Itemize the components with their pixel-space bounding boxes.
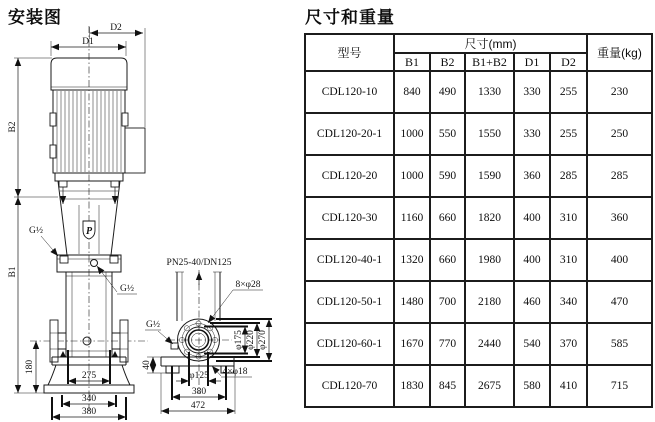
value-cell: 490: [430, 71, 465, 113]
value-cell: 1820: [465, 197, 514, 239]
table-row: [305, 323, 652, 365]
weight-cell: 230: [587, 71, 652, 113]
col-header-d1: D1: [514, 53, 550, 71]
table-row: [305, 71, 652, 113]
table-row: [305, 155, 652, 197]
value-cell: 1480: [394, 281, 430, 323]
model-cell: CDL120-50-1: [305, 281, 394, 323]
port-label-g12-side: G½: [146, 320, 160, 330]
model-cell: CDL120-20: [305, 155, 394, 197]
value-cell: 2180: [465, 281, 514, 323]
dimensions-table: [304, 33, 653, 408]
base-holes-label: 4×φ18: [222, 367, 248, 377]
port-label-g12-left: G½: [29, 226, 43, 236]
model-cell: CDL120-20-1: [305, 113, 394, 155]
table-row: [305, 197, 652, 239]
value-cell: 2440: [465, 323, 514, 365]
model-cell: CDL120-60-1: [305, 323, 394, 365]
weight-cell: 585: [587, 323, 652, 365]
dim-label-b1: B1: [8, 266, 18, 278]
installation-diagram: [0, 22, 300, 422]
dim-label-d2: D2: [110, 23, 122, 33]
value-cell: 285: [550, 155, 587, 197]
table-row: [305, 239, 652, 281]
value-cell: 845: [430, 365, 465, 407]
value-cell: 540: [514, 323, 550, 365]
weight-cell: 715: [587, 365, 652, 407]
value-cell: 1980: [465, 239, 514, 281]
dim-label-phi220: φ220: [246, 330, 256, 350]
flange-spec-label: PN25-40/DN125: [166, 258, 232, 268]
dim-label-phi270: φ270: [258, 330, 268, 350]
value-cell: 1670: [394, 323, 430, 365]
value-cell: 1000: [394, 155, 430, 197]
value-cell: 660: [430, 239, 465, 281]
col-header-b1b2: B1+B2: [465, 53, 514, 71]
dim-label-380-side: 380: [191, 387, 207, 397]
pump-front-view: [8, 23, 148, 420]
value-cell: 460: [514, 281, 550, 323]
value-cell: 400: [514, 239, 550, 281]
value-cell: 330: [514, 71, 550, 113]
value-cell: 370: [550, 323, 587, 365]
dim-label-340: 340: [81, 394, 97, 404]
value-cell: 400: [514, 197, 550, 239]
col-header-model: 型号: [305, 34, 394, 71]
value-cell: 580: [514, 365, 550, 407]
bolt-holes-label: 8×φ28: [235, 280, 261, 290]
dim-label-phi125: φ125: [189, 371, 209, 381]
value-cell: 1160: [394, 197, 430, 239]
value-cell: 1550: [465, 113, 514, 155]
value-cell: 255: [550, 113, 587, 155]
port-label-g12-right: G½: [120, 284, 134, 294]
col-header-d2: D2: [550, 53, 587, 71]
value-cell: 1830: [394, 365, 430, 407]
weight-cell: 360: [587, 197, 652, 239]
col-header-b1: B1: [394, 53, 430, 71]
table-row: [305, 365, 652, 407]
motor-terminal-box: [125, 128, 145, 173]
dim-label-180: 180: [25, 359, 35, 375]
dim-label-275: 275: [81, 371, 97, 381]
value-cell: 1000: [394, 113, 430, 155]
installation-title: 安装图: [8, 8, 62, 27]
model-cell: CDL120-40-1: [305, 239, 394, 281]
col-header-size-group: 尺寸(mm): [394, 34, 587, 53]
model-cell: CDL120-10: [305, 71, 394, 113]
value-cell: 1330: [465, 71, 514, 113]
value-cell: 2675: [465, 365, 514, 407]
value-cell: 590: [430, 155, 465, 197]
dimensions-title: 尺寸和重量: [305, 8, 395, 27]
dim-label-d1: D1: [82, 37, 94, 47]
pump-side-view: [142, 258, 272, 414]
weight-cell: 470: [587, 281, 652, 323]
table-row: [305, 113, 652, 155]
value-cell: 550: [430, 113, 465, 155]
model-cell: CDL120-70: [305, 365, 394, 407]
value-cell: 410: [550, 365, 587, 407]
weight-cell: 250: [587, 113, 652, 155]
value-cell: 700: [430, 281, 465, 323]
dim-label-phi175: φ175: [234, 330, 244, 350]
dim-label-40: 40: [142, 360, 152, 370]
weight-cell: 285: [587, 155, 652, 197]
dim-label-380-front: 380: [81, 407, 97, 417]
value-cell: 310: [550, 197, 587, 239]
value-cell: 310: [550, 239, 587, 281]
value-cell: 1590: [465, 155, 514, 197]
value-cell: 770: [430, 323, 465, 365]
brand-logo-icon: [83, 221, 95, 239]
weight-cell: 400: [587, 239, 652, 281]
value-cell: 330: [514, 113, 550, 155]
model-cell: CDL120-30: [305, 197, 394, 239]
value-cell: 255: [550, 71, 587, 113]
table-row: [305, 281, 652, 323]
value-cell: 360: [514, 155, 550, 197]
value-cell: 1320: [394, 239, 430, 281]
col-header-weight: 重量(kg): [587, 34, 652, 71]
value-cell: 840: [394, 71, 430, 113]
dim-label-472: 472: [190, 401, 206, 411]
col-header-b2: B2: [430, 53, 465, 71]
value-cell: 660: [430, 197, 465, 239]
brand-logo-letter: P: [85, 226, 93, 237]
value-cell: 340: [550, 281, 587, 323]
dim-label-b2: B2: [8, 121, 18, 133]
